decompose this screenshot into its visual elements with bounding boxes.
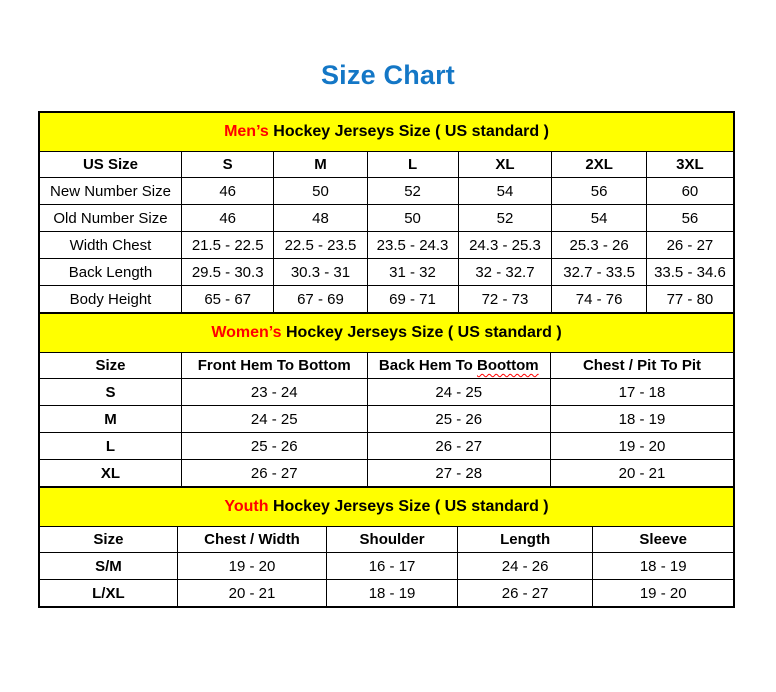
row-label: Body Height xyxy=(39,286,181,314)
size-value-cell: 19 - 20 xyxy=(551,433,735,460)
row-label: L xyxy=(39,433,181,460)
size-value-cell: 33.5 - 34.6 xyxy=(646,259,734,286)
mens-column-header: M xyxy=(274,152,367,178)
misspelled-word: Boottom xyxy=(476,357,539,374)
womens-table-row xyxy=(39,406,734,433)
size-value-cell: 26 - 27 xyxy=(181,460,367,488)
mens-column-header: L xyxy=(367,152,458,178)
header-text: Back Hem To xyxy=(378,357,477,374)
womens-column-header xyxy=(367,353,550,379)
youth-size-table xyxy=(38,486,735,608)
size-value-cell: 54 xyxy=(552,205,647,232)
mens-section-band xyxy=(39,112,734,152)
mens-table-row xyxy=(39,259,734,286)
row-label: M xyxy=(39,406,181,433)
size-value-cell: 50 xyxy=(274,178,367,205)
size-value-cell: 19 - 20 xyxy=(593,580,734,608)
size-value-cell: 32 - 32.7 xyxy=(458,259,552,286)
band-highlight: Women’s xyxy=(211,324,282,341)
youth-column-header: Length xyxy=(457,527,593,553)
size-value-cell: 46 xyxy=(181,205,273,232)
size-value-cell: 25.3 - 26 xyxy=(552,232,647,259)
size-value-cell: 24 - 25 xyxy=(367,379,550,406)
size-value-cell: 20 - 21 xyxy=(177,580,326,608)
mens-column-header: 3XL xyxy=(646,152,734,178)
size-value-cell: 26 - 27 xyxy=(367,433,550,460)
size-value-cell: 56 xyxy=(646,205,734,232)
size-value-cell: 30.3 - 31 xyxy=(274,259,367,286)
size-tables xyxy=(38,111,735,608)
size-value-cell: 56 xyxy=(552,178,647,205)
size-value-cell: 60 xyxy=(646,178,734,205)
size-value-cell: 52 xyxy=(367,178,458,205)
womens-column-header: Chest / Pit To Pit xyxy=(551,353,735,379)
size-value-cell: 32.7 - 33.5 xyxy=(552,259,647,286)
size-value-cell: 25 - 26 xyxy=(181,433,367,460)
row-label: S/M xyxy=(39,553,177,580)
youth-section-band xyxy=(39,487,734,527)
size-value-cell: 25 - 26 xyxy=(367,406,550,433)
youth-column-header: Chest / Width xyxy=(177,527,326,553)
size-value-cell: 18 - 19 xyxy=(593,553,734,580)
size-value-cell: 16 - 17 xyxy=(327,553,458,580)
size-value-cell: 23.5 - 24.3 xyxy=(367,232,458,259)
womens-table-row xyxy=(39,433,734,460)
size-value-cell: 24 - 25 xyxy=(181,406,367,433)
mens-size-table xyxy=(38,111,735,314)
size-value-cell: 18 - 19 xyxy=(327,580,458,608)
size-value-cell: 17 - 18 xyxy=(551,379,735,406)
mens-table-row xyxy=(39,205,734,232)
page-title: Size Chart xyxy=(320,60,456,90)
size-value-cell: 24.3 - 25.3 xyxy=(458,232,552,259)
youth-table-row xyxy=(39,580,734,608)
row-label: S xyxy=(39,379,181,406)
size-value-cell: 21.5 - 22.5 xyxy=(181,232,273,259)
mens-column-header: US Size xyxy=(39,152,181,178)
mens-column-header: S xyxy=(181,152,273,178)
row-label: L/XL xyxy=(39,580,177,608)
size-value-cell: 18 - 19 xyxy=(551,406,735,433)
row-label: Width Chest xyxy=(39,232,181,259)
size-value-cell: 26 - 27 xyxy=(457,580,593,608)
size-value-cell: 65 - 67 xyxy=(181,286,273,314)
size-value-cell: 20 - 21 xyxy=(551,460,735,488)
size-value-cell: 77 - 80 xyxy=(646,286,734,314)
size-value-cell: 27 - 28 xyxy=(367,460,550,488)
size-value-cell: 19 - 20 xyxy=(177,553,326,580)
row-label: XL xyxy=(39,460,181,488)
youth-column-header: Sleeve xyxy=(593,527,734,553)
size-value-cell: 52 xyxy=(458,205,552,232)
size-value-cell: 54 xyxy=(458,178,552,205)
womens-size-table xyxy=(38,312,735,488)
size-value-cell: 67 - 69 xyxy=(274,286,367,314)
youth-table-row xyxy=(39,553,734,580)
row-label: New Number Size xyxy=(39,178,181,205)
mens-table-row xyxy=(39,286,734,314)
mens-column-header: XL xyxy=(458,152,552,178)
band-rest: Hockey Jerseys Size ( US standard ) xyxy=(281,324,562,341)
size-value-cell: 50 xyxy=(367,205,458,232)
mens-column-header: 2XL xyxy=(552,152,647,178)
size-value-cell: 72 - 73 xyxy=(458,286,552,314)
mens-table-row xyxy=(39,232,734,259)
size-value-cell: 48 xyxy=(274,205,367,232)
womens-table-row xyxy=(39,460,734,488)
womens-table-row xyxy=(39,379,734,406)
womens-section-band xyxy=(39,313,734,353)
womens-column-header: Size xyxy=(39,353,181,379)
youth-column-header: Shoulder xyxy=(327,527,458,553)
band-highlight: Men’s xyxy=(224,123,269,140)
youth-column-header: Size xyxy=(39,527,177,553)
size-value-cell: 22.5 - 23.5 xyxy=(274,232,367,259)
band-rest: Hockey Jerseys Size ( US standard ) xyxy=(268,123,549,140)
size-value-cell: 31 - 32 xyxy=(367,259,458,286)
band-highlight: Youth xyxy=(224,498,269,515)
row-label: Old Number Size xyxy=(39,205,181,232)
row-label: Back Length xyxy=(39,259,181,286)
size-value-cell: 23 - 24 xyxy=(181,379,367,406)
size-value-cell: 29.5 - 30.3 xyxy=(181,259,273,286)
mens-table-row xyxy=(39,178,734,205)
womens-column-header: Front Hem To Bottom xyxy=(181,353,367,379)
size-value-cell: 24 - 26 xyxy=(457,553,593,580)
size-value-cell: 74 - 76 xyxy=(552,286,647,314)
size-value-cell: 69 - 71 xyxy=(367,286,458,314)
band-rest: Hockey Jerseys Size ( US standard ) xyxy=(268,498,549,515)
size-value-cell: 46 xyxy=(181,178,273,205)
size-value-cell: 26 - 27 xyxy=(646,232,734,259)
